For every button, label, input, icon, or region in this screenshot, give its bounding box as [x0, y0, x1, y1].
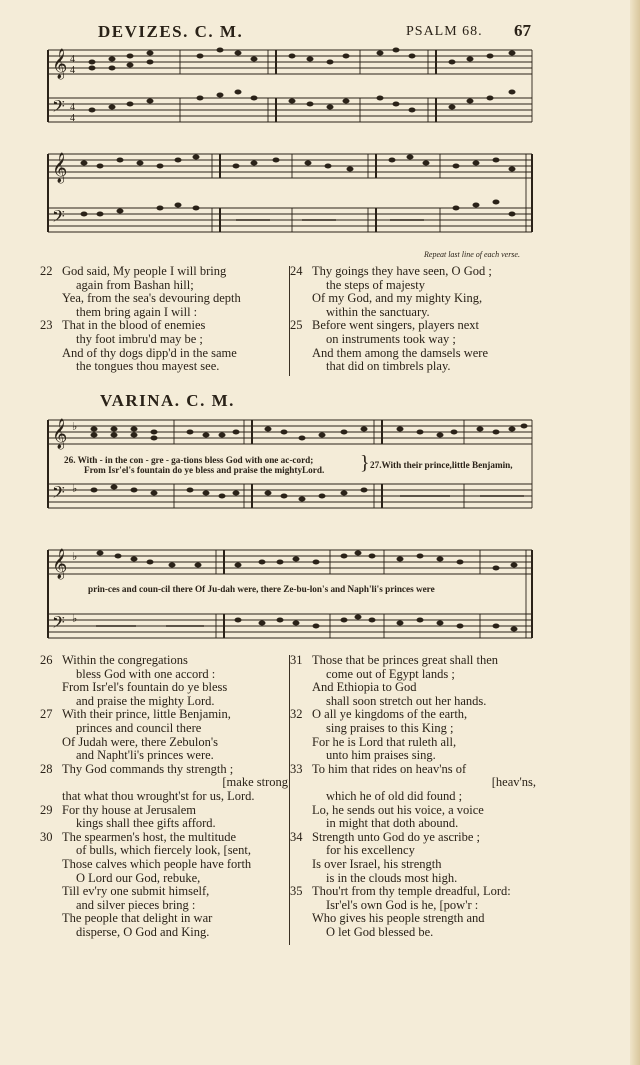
verse-line: Of my God, and my mighty King, — [312, 291, 483, 306]
music-staff-system-1 — [40, 40, 540, 140]
svg-text:𝄞: 𝄞 — [52, 419, 68, 449]
svg-text:𝄞: 𝄞 — [52, 549, 68, 579]
verse-number: 33 — [290, 761, 303, 776]
verse-line — [290, 654, 538, 668]
verse-line: Yea, from the sea's devouring depth — [62, 291, 241, 306]
verse-number: 22 — [40, 264, 53, 278]
verse-text: Thou'rt from thy temple dreadful, Lord: — [312, 884, 511, 899]
verse-line — [290, 831, 538, 845]
verse-number: 25 — [290, 318, 303, 333]
tune-title-devizes: DEVIZES. C. M. — [98, 22, 244, 41]
verse-line: which he of old did found ; — [326, 788, 463, 803]
svg-text:4: 4 — [70, 65, 75, 76]
verse-line: and Napht'li's princes were. — [76, 748, 214, 763]
verse-line: Isr'el's own God is he, [pow'r : — [326, 897, 479, 912]
verse-line: thy foot imbru'd may be ; — [76, 331, 203, 346]
verse-text: Those that be princes great shall then — [312, 653, 499, 667]
verse-line: Those calves which people have forth — [62, 856, 252, 871]
verse-line: within the sanctuary. — [326, 304, 430, 319]
verse-text: God said, My people I will bring — [62, 264, 227, 278]
verse-line: [heav'ns, — [491, 775, 536, 790]
verse-line: again from Bashan hill; — [76, 277, 194, 292]
verse-line — [40, 708, 290, 722]
verse-line: and silver pieces bring : — [76, 897, 196, 912]
page-number: 67 — [514, 21, 531, 40]
verse-line: and praise the mighty Lord. — [76, 693, 215, 708]
svg-text:𝄞: 𝄞 — [52, 153, 68, 183]
svg-text:♭: ♭ — [72, 483, 78, 495]
verse-text: The spearmen's host, the multitude — [62, 829, 237, 844]
verse-text: Within the congregations — [62, 653, 188, 667]
verse-line: For he is Lord that ruleth all, — [312, 734, 457, 749]
verse-number: 32 — [290, 707, 303, 722]
verse-line: And of thy dogs dipp'd in the same — [62, 345, 237, 360]
verse-line — [290, 885, 538, 899]
svg-text:♭: ♭ — [72, 421, 78, 433]
verse-line — [40, 319, 290, 333]
page-edge — [630, 0, 640, 1065]
verse-text: With their prince, little Benjamin, — [62, 707, 231, 722]
svg-text:4: 4 — [70, 113, 75, 124]
verse-line: for his excellency — [326, 843, 415, 858]
svg-text:𝄢: 𝄢 — [52, 206, 65, 230]
verse-line: And them among the damsels were — [312, 345, 488, 360]
verse-line: From Isr'el's fountain do ye bless — [62, 680, 228, 695]
verse-line — [290, 265, 538, 279]
verse-number: 30 — [40, 829, 53, 844]
psalm-label: PSALM 68. — [406, 24, 483, 39]
verse-number: 28 — [40, 761, 53, 776]
verse-line: [make strong — [222, 775, 288, 790]
verse-line: Who gives his people strength and — [312, 911, 485, 926]
verse-line: Is over Israel, his strength — [312, 856, 442, 871]
svg-text:𝄢: 𝄢 — [52, 482, 65, 506]
verse-line: unto him praises sing. — [326, 748, 436, 763]
verse-text: That in the blood of enemies — [62, 318, 206, 333]
verse-line: disperse, O God and King. — [76, 924, 210, 939]
verse-line — [40, 831, 290, 845]
brace: } — [360, 452, 370, 474]
verses-top-left — [40, 265, 290, 374]
verse-line: on instruments took way ; — [326, 331, 456, 346]
verse-number: 23 — [40, 318, 53, 333]
verse-line: shall soon stretch out her hands. — [326, 693, 487, 708]
verse-text: Thy God commands thy strength ; — [62, 761, 234, 776]
verse-line: sing praises to this King ; — [326, 720, 454, 735]
verse-line — [40, 265, 290, 279]
tune-title-varina: VARINA. C. M. — [100, 391, 235, 410]
svg-text:4: 4 — [70, 102, 75, 113]
verse-number: 24 — [290, 264, 303, 278]
verse-line: bless God with one accord : — [76, 666, 216, 681]
verses-bottom-right — [290, 654, 538, 939]
svg-text:♭: ♭ — [72, 551, 78, 563]
svg-text:𝄢: 𝄢 — [52, 612, 65, 636]
verse-line — [290, 319, 538, 333]
verse-number: 29 — [40, 802, 53, 817]
verse-line: Till ev'ry one submit himself, — [62, 884, 210, 899]
verse-line: the steps of majesty — [326, 277, 425, 292]
verse-text: For thy house at Jerusalem — [62, 802, 197, 817]
verse-line: princes and council there — [76, 720, 202, 735]
svg-text:𝄞: 𝄞 — [52, 49, 68, 79]
verse-line: The people that delight in war — [62, 911, 213, 926]
verse-text: Thy goings they have seen, O God ; — [312, 264, 492, 278]
verse-line: the tongues thou mayest see. — [76, 359, 220, 374]
verse-line: in might that doth abound. — [326, 816, 459, 831]
verses-top-right — [290, 265, 538, 374]
svg-text:𝄢: 𝄢 — [52, 96, 65, 120]
lyric-line-1: 26. With - in the con - gre - ga-tions bless God with one ac-cord; — [64, 455, 314, 465]
verse-line — [290, 708, 538, 722]
verse-line: is in the clouds most high. — [326, 870, 458, 885]
verse-number: 35 — [290, 884, 303, 899]
verse-line — [40, 804, 290, 818]
verse-line: come out of Egypt lands ; — [326, 666, 455, 681]
verse-line: that did on timbrels play. — [326, 359, 451, 374]
verse-line — [40, 654, 290, 668]
verses-bottom-left — [40, 654, 290, 939]
verse-line: O let God blessed be. — [326, 924, 434, 939]
verse-text: Strength unto God do ye ascribe ; — [312, 829, 481, 844]
verse-line: that what thou wrought'st for us, Lord. — [62, 788, 255, 803]
verse-line — [290, 763, 538, 777]
svg-text:4: 4 — [70, 54, 75, 65]
verse-line: them bring again I will : — [76, 304, 198, 319]
verse-number: 27 — [40, 707, 53, 722]
verse-line: kings shall thee gifts afford. — [76, 816, 216, 831]
lyric-line-3: 27.With their prince,little Benjamin, — [370, 460, 513, 470]
verse-line: Lo, he sends out his voice, a voice — [312, 802, 484, 817]
svg-text:♭: ♭ — [72, 613, 78, 625]
verse-number: 31 — [290, 653, 303, 667]
lyric-line-2: From Isr'el's fountain do ye bless and praise the mightyLord. — [84, 465, 325, 475]
verse-line: Of Judah were, there Zebulon's — [62, 734, 219, 749]
verse-line — [40, 763, 290, 777]
verse-text: Before went singers, players next — [312, 318, 479, 333]
verse-text: O all ye kingdoms of the earth, — [312, 707, 468, 722]
lyric-line-4: prin-ces and coun-cil there Of Ju-dah were, there Ze-bu-lon's and Naph'li's princes were — [88, 584, 435, 594]
verse-line: And Ethiopia to God — [312, 680, 417, 695]
verse-line: of bulls, which fiercely look, [sent, — [76, 843, 251, 858]
verse-number: 34 — [290, 829, 303, 844]
music-staff-system-2 — [40, 144, 540, 248]
repeat-note: Repeat last line of each verse. — [424, 250, 520, 259]
verse-line: O Lord our God, rebuke, — [76, 870, 201, 885]
verse-number: 26 — [40, 653, 53, 667]
verse-text: To him that rides on heav'ns of — [312, 761, 467, 776]
